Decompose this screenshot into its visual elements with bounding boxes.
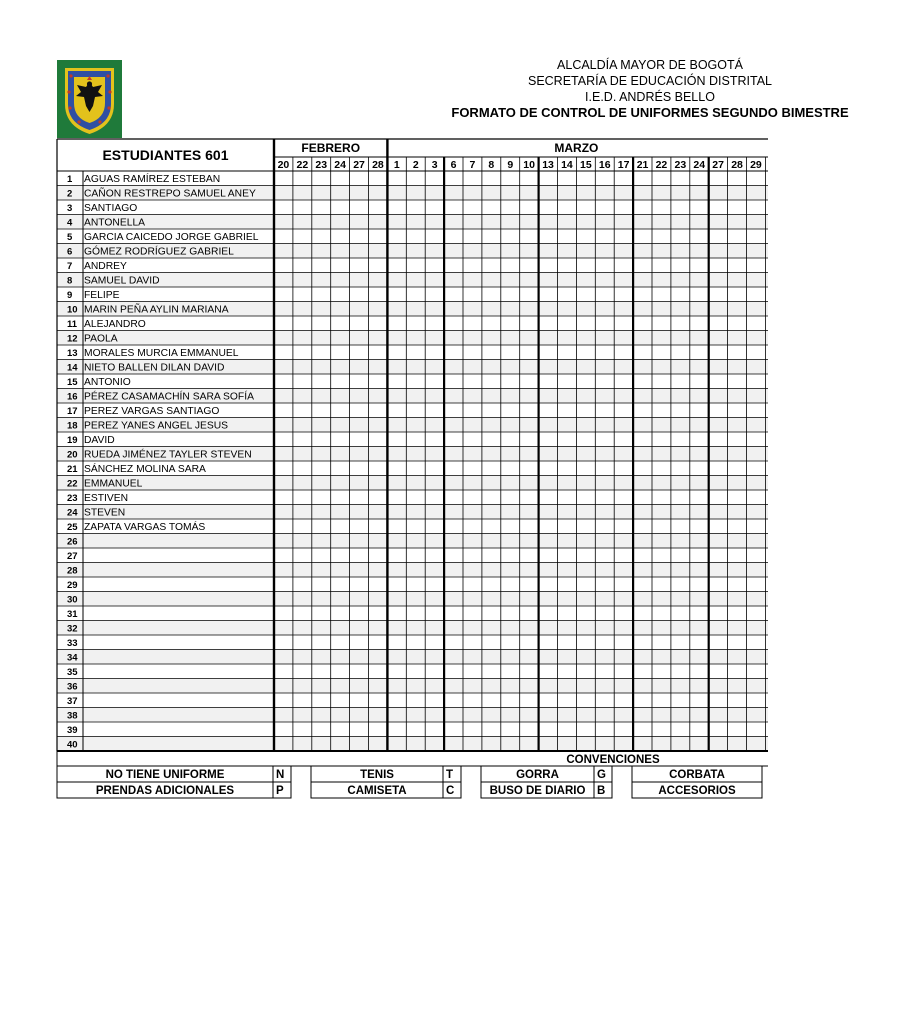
- convention-code: G: [597, 769, 606, 781]
- row-shade: [57, 621, 768, 636]
- student-number: 26: [67, 536, 78, 548]
- row-shade: [57, 737, 768, 752]
- day-header: 8: [488, 159, 495, 171]
- convention-label: PRENDAS ADICIONALES: [95, 785, 235, 797]
- student-number: 17: [67, 406, 78, 417]
- student-number: 8: [67, 275, 73, 287]
- student-number: 24: [67, 507, 78, 519]
- day-header: 3: [431, 159, 438, 171]
- day-header: 28: [372, 159, 384, 171]
- student-name: SÁNCHEZ MOLINA SARA: [84, 464, 206, 475]
- student-name: SANTIAGO: [84, 203, 138, 214]
- student-name: ANTONIO: [84, 377, 131, 388]
- header-form-title: FORMATO DE CONTROL DE UNIFORMES SEGUNDO BIMESTRE: [451, 105, 849, 120]
- student-name: RUEDA JIMÉNEZ TAYLER STEVEN: [84, 449, 252, 461]
- day-header: 15: [580, 159, 592, 171]
- student-name: AGUAS RAMÍREZ ESTEBAN: [84, 174, 221, 185]
- student-number: 30: [67, 594, 78, 606]
- student-number: 14: [67, 362, 78, 374]
- student-name: ZAPATA VARGAS TOMÁS: [84, 522, 206, 533]
- student-number: 12: [67, 333, 78, 345]
- convention-label: CORBATA: [669, 769, 725, 781]
- student-number: 19: [67, 435, 78, 446]
- student-name: MORALES MURCIA EMMANUEL: [84, 348, 239, 359]
- day-header: 9: [507, 159, 514, 171]
- student-number: 33: [67, 638, 78, 649]
- student-number: 10: [67, 304, 78, 316]
- student-name: PAOLA: [84, 333, 118, 345]
- student-number: 2: [67, 188, 73, 200]
- day-header: 22: [655, 159, 668, 171]
- day-header: 28: [731, 159, 743, 171]
- student-number: 11: [67, 319, 78, 330]
- header-line-secretaria: SECRETARÍA DE EDUCACIÓN DISTRITAL: [527, 74, 773, 88]
- row-shade: [57, 679, 768, 694]
- student-name: GÓMEZ RODRÍGUEZ GABRIEL: [84, 246, 234, 258]
- student-number: 5: [67, 232, 73, 243]
- day-header: 13: [542, 159, 554, 171]
- student-number: 4: [67, 217, 73, 229]
- convention-label: NO TIENE UNIFORME: [105, 769, 225, 781]
- student-name: PEREZ VARGAS SANTIAGO: [84, 406, 220, 417]
- day-header: 6: [450, 159, 457, 171]
- student-number: 6: [67, 246, 73, 258]
- student-number: 16: [67, 391, 78, 403]
- student-number: 7: [67, 261, 73, 272]
- convention-label: GORRA: [516, 769, 559, 781]
- row-shade: [57, 215, 768, 230]
- row-shade: [57, 592, 768, 607]
- day-header: 21: [636, 159, 649, 171]
- student-number: 38: [67, 710, 78, 722]
- student-number: 31: [67, 609, 78, 620]
- convention-label: TENIS: [360, 769, 394, 781]
- student-number: 1: [67, 174, 73, 185]
- student-number: 32: [67, 623, 78, 635]
- day-header: 17: [617, 159, 630, 171]
- student-number: 29: [67, 580, 78, 591]
- student-number: 21: [67, 464, 78, 475]
- day-header: 7: [469, 159, 476, 171]
- convention-code: C: [446, 785, 455, 797]
- day-header: 10: [523, 159, 535, 171]
- student-name: ANDREY: [84, 261, 127, 272]
- student-name: CAÑON RESTREPO SAMUEL ANEY: [84, 188, 256, 200]
- row-shade: [57, 650, 768, 665]
- student-number: 35: [67, 667, 78, 678]
- day-header: 27: [712, 159, 724, 171]
- day-header: 27: [353, 159, 365, 171]
- convention-code: P: [276, 785, 284, 797]
- row-shade: [57, 534, 768, 549]
- student-number: 25: [67, 522, 78, 533]
- day-header: 2: [412, 159, 419, 171]
- student-number: 13: [67, 348, 78, 359]
- month-label: MARZO: [554, 141, 599, 155]
- header-line-alcaldia: ALCALDÍA MAYOR DE BOGOTÁ: [557, 58, 743, 72]
- convention-label: BUSO DE DIARIO: [489, 785, 586, 797]
- convention-label: ACCESORIOS: [658, 785, 736, 797]
- student-name: DAVID: [84, 435, 115, 446]
- student-name: GARCIA CAICEDO JORGE GABRIEL: [84, 232, 259, 243]
- student-name: MARIN PEÑA AYLIN MARIANA: [84, 304, 229, 316]
- day-header: 1: [393, 159, 400, 171]
- day-header: 24: [693, 159, 706, 171]
- day-header: 14: [561, 159, 573, 171]
- student-name: EMMANUEL: [84, 478, 143, 490]
- convention-code: T: [446, 769, 454, 781]
- day-header: 24: [334, 159, 346, 171]
- convention-label: CAMISETA: [347, 785, 407, 797]
- student-name: ANTONELLA: [84, 217, 146, 229]
- student-name: PEREZ YANES ANGEL JESUS: [84, 420, 229, 432]
- convention-code: B: [597, 785, 606, 797]
- student-number: 39: [67, 725, 78, 736]
- day-header: 22: [296, 159, 309, 171]
- student-number: 28: [67, 565, 78, 577]
- day-header: 29: [750, 159, 762, 171]
- row-shade: [57, 708, 768, 723]
- student-name: SAMUEL DAVID: [84, 275, 160, 287]
- student-number: 3: [67, 203, 73, 214]
- student-number: 37: [67, 696, 78, 707]
- students-group-title: ESTUDIANTES 601: [102, 147, 229, 163]
- student-name: ALEJANDRO: [84, 319, 146, 330]
- student-number: 34: [67, 652, 78, 664]
- conventions-title: CONVENCIONES: [566, 754, 660, 766]
- day-header: 23: [674, 159, 687, 171]
- row-shade: [57, 505, 768, 520]
- student-number: 20: [67, 449, 78, 461]
- convention-code: N: [276, 769, 285, 781]
- row-shade: [57, 273, 768, 288]
- header-line-school: I.E.D. ANDRÉS BELLO: [585, 90, 715, 104]
- month-label: FEBRERO: [301, 141, 361, 155]
- row-shade: [57, 563, 768, 578]
- student-name: ESTIVEN: [84, 493, 129, 504]
- student-number: 23: [67, 493, 78, 504]
- student-name: NIETO BALLEN DILAN DAVID: [84, 362, 225, 374]
- student-number: 15: [67, 377, 78, 388]
- row-shade: [57, 331, 768, 346]
- student-name: PÉREZ CASAMACHÍN SARA SOFÍA: [84, 391, 254, 403]
- student-number: 36: [67, 681, 78, 693]
- day-header: 23: [315, 159, 328, 171]
- student-number: 9: [67, 290, 73, 301]
- student-name: STEVEN: [84, 507, 126, 519]
- row-shade: [57, 476, 768, 491]
- student-name: FELIPE: [84, 290, 120, 301]
- student-number: 40: [67, 739, 78, 751]
- day-header: 20: [277, 159, 290, 171]
- day-header: 16: [598, 159, 611, 171]
- student-number: 27: [67, 551, 78, 562]
- student-number: 18: [67, 420, 78, 432]
- student-number: 22: [67, 478, 78, 490]
